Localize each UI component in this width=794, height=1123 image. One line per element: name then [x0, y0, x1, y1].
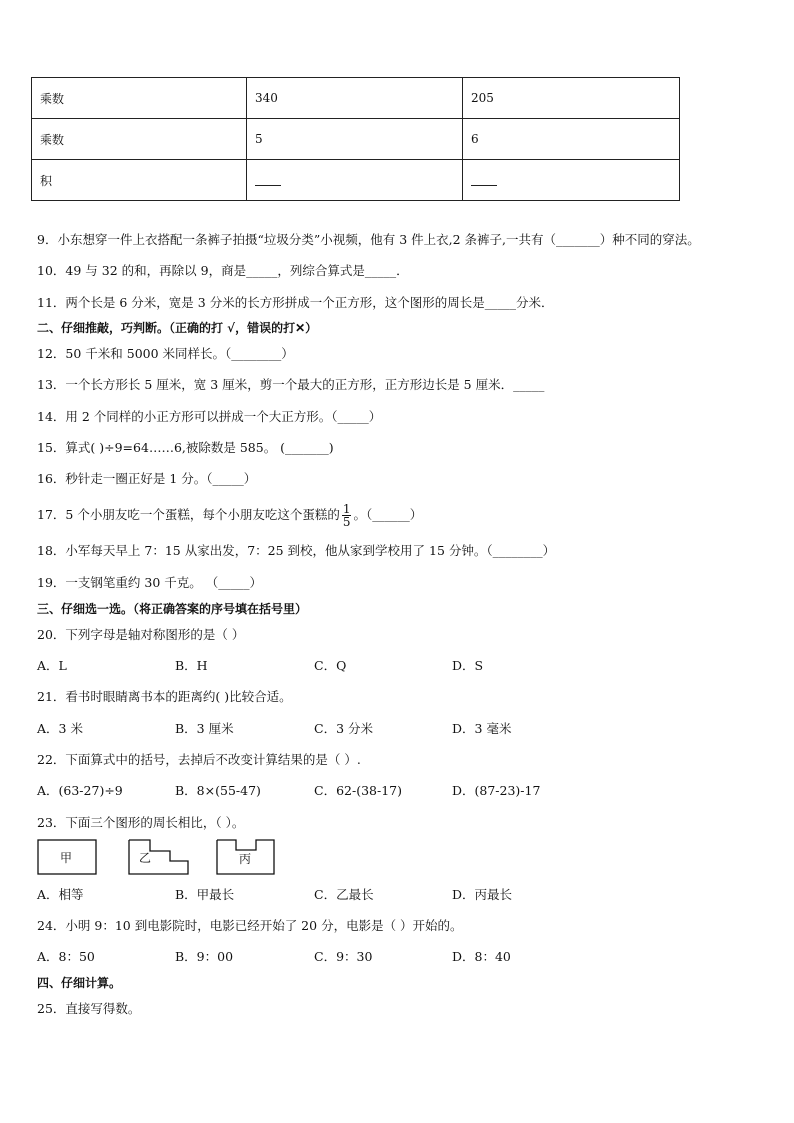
option-c: C．乙最长: [314, 887, 374, 902]
answer-blank: [471, 171, 497, 186]
question-14: 14．用 2 个同样的小正方形可以拼成一个大正方形。（_____）: [37, 409, 382, 424]
option-b: B．H: [175, 658, 208, 673]
section-3-heading: 三、仔细选一选。（将正确答案的序号填在括号里）: [37, 602, 308, 616]
figure-yi-label: 乙: [139, 851, 152, 865]
question-12: 12．50 千米和 5000 米同样长。（________）: [37, 346, 294, 361]
option-c: C．9：30: [314, 949, 373, 964]
table-cell: 乘数: [32, 78, 247, 119]
option-a: A．相等: [37, 887, 84, 902]
question-16: 16．秒针走一圈正好是 1 分。（_____）: [37, 471, 257, 486]
figure-yi-staircase: [128, 839, 192, 877]
question-9: 9．小东想穿一件上衣搭配一条裤子拍摄“垃圾分类”小视频，他有 3 件上衣,2 条裤子,一共有（_______）种不同的穿法。: [37, 232, 700, 247]
question-25: 25．直接写得数。: [37, 1001, 141, 1016]
option-c: C．3 分米: [314, 721, 373, 736]
question-17-text: 17．5 个小朋友吃一个蛋糕，每个小朋友吃这个蛋糕的: [37, 507, 340, 522]
multiplication-table: [31, 77, 680, 201]
question-11: 11．两个长是 6 分米，宽是 3 分米的长方形拼成一个正方形，这个图形的周长是_____分米．: [37, 295, 554, 310]
question-17: [37, 498, 422, 532]
option-a: A．8：50: [37, 949, 95, 964]
table-cell: 积: [32, 160, 247, 201]
option-b: B．9：00: [175, 949, 234, 964]
option-c: C．62-(38-17): [314, 783, 402, 798]
question-18: 18．小军每天早上 7：15 从家出发，7：25 到校，他从家到学校用了 15 分钟。（________）: [37, 543, 556, 558]
option-d: D．3 毫米: [452, 721, 512, 736]
question-15: 15．算式( )÷9=64……6,被除数是 585。 (_______): [37, 440, 334, 455]
table-row: [32, 119, 680, 160]
question-23: 23．下面三个图形的周长相比，（ ）。: [37, 815, 245, 830]
table-row: [32, 160, 680, 201]
option-b: B．3 厘米: [175, 721, 234, 736]
answer-blank: [255, 171, 281, 186]
table-cell: 340: [247, 78, 463, 119]
question-22: 22．下面算式中的括号，去掉后不改变计算结果的是（ ）.: [37, 752, 361, 767]
section-2-heading: 二、仔细推敲，巧判断。（正确的打 √，错误的打✕）: [37, 321, 318, 335]
option-b: B．8×(55-47): [175, 783, 261, 798]
question-19: 19．一支钢笔重约 30 千克。 （_____）: [37, 575, 262, 590]
question-21: 21．看书时眼睛离书本的距离约( )比较合适。: [37, 689, 292, 704]
answer-blank-cell: [463, 160, 680, 201]
fraction-denominator: 5: [342, 515, 351, 529]
question-13: 13．一个长方形长 5 厘米，宽 3 厘米，剪一个最大的正方形，正方形边长是 5 厘米．_____: [37, 377, 545, 392]
table-cell: 6: [463, 119, 680, 160]
table-cell: 5: [247, 119, 463, 160]
section-4-heading: 四、仔细计算。: [37, 976, 122, 990]
table-row: [32, 78, 680, 119]
figure-jia-label: 甲: [60, 851, 73, 865]
fraction-numerator: 1: [342, 502, 351, 516]
figure-bing-label: 丙: [239, 852, 252, 866]
question-17-answer: 。（______）: [353, 507, 423, 522]
option-a: A．L: [37, 658, 67, 673]
question-24: 24．小明 9：10 到电影院时，电影已经开始了 20 分，电影是（ ）开始的。: [37, 918, 463, 933]
option-d: D．(87-23)-17: [452, 783, 541, 798]
option-c: C．Q: [314, 658, 347, 673]
option-a: A．(63-27)÷9: [37, 783, 123, 798]
option-d: D．S: [452, 658, 484, 673]
fraction-one-fifth: [342, 503, 352, 528]
table-cell: 乘数: [32, 119, 247, 160]
table-cell: 205: [463, 78, 680, 119]
option-d: D．丙最长: [452, 887, 513, 902]
option-a: A．3 米: [37, 721, 83, 736]
question-20: 20．下列字母是轴对称图形的是（ ）: [37, 627, 245, 642]
option-d: D．8：40: [452, 949, 511, 964]
option-b: B．甲最长: [175, 887, 235, 902]
answer-blank-cell: [247, 160, 463, 201]
question-10: 10．49 与 32 的和，再除以 9，商是_____，列综合算式是_____．: [37, 263, 409, 278]
